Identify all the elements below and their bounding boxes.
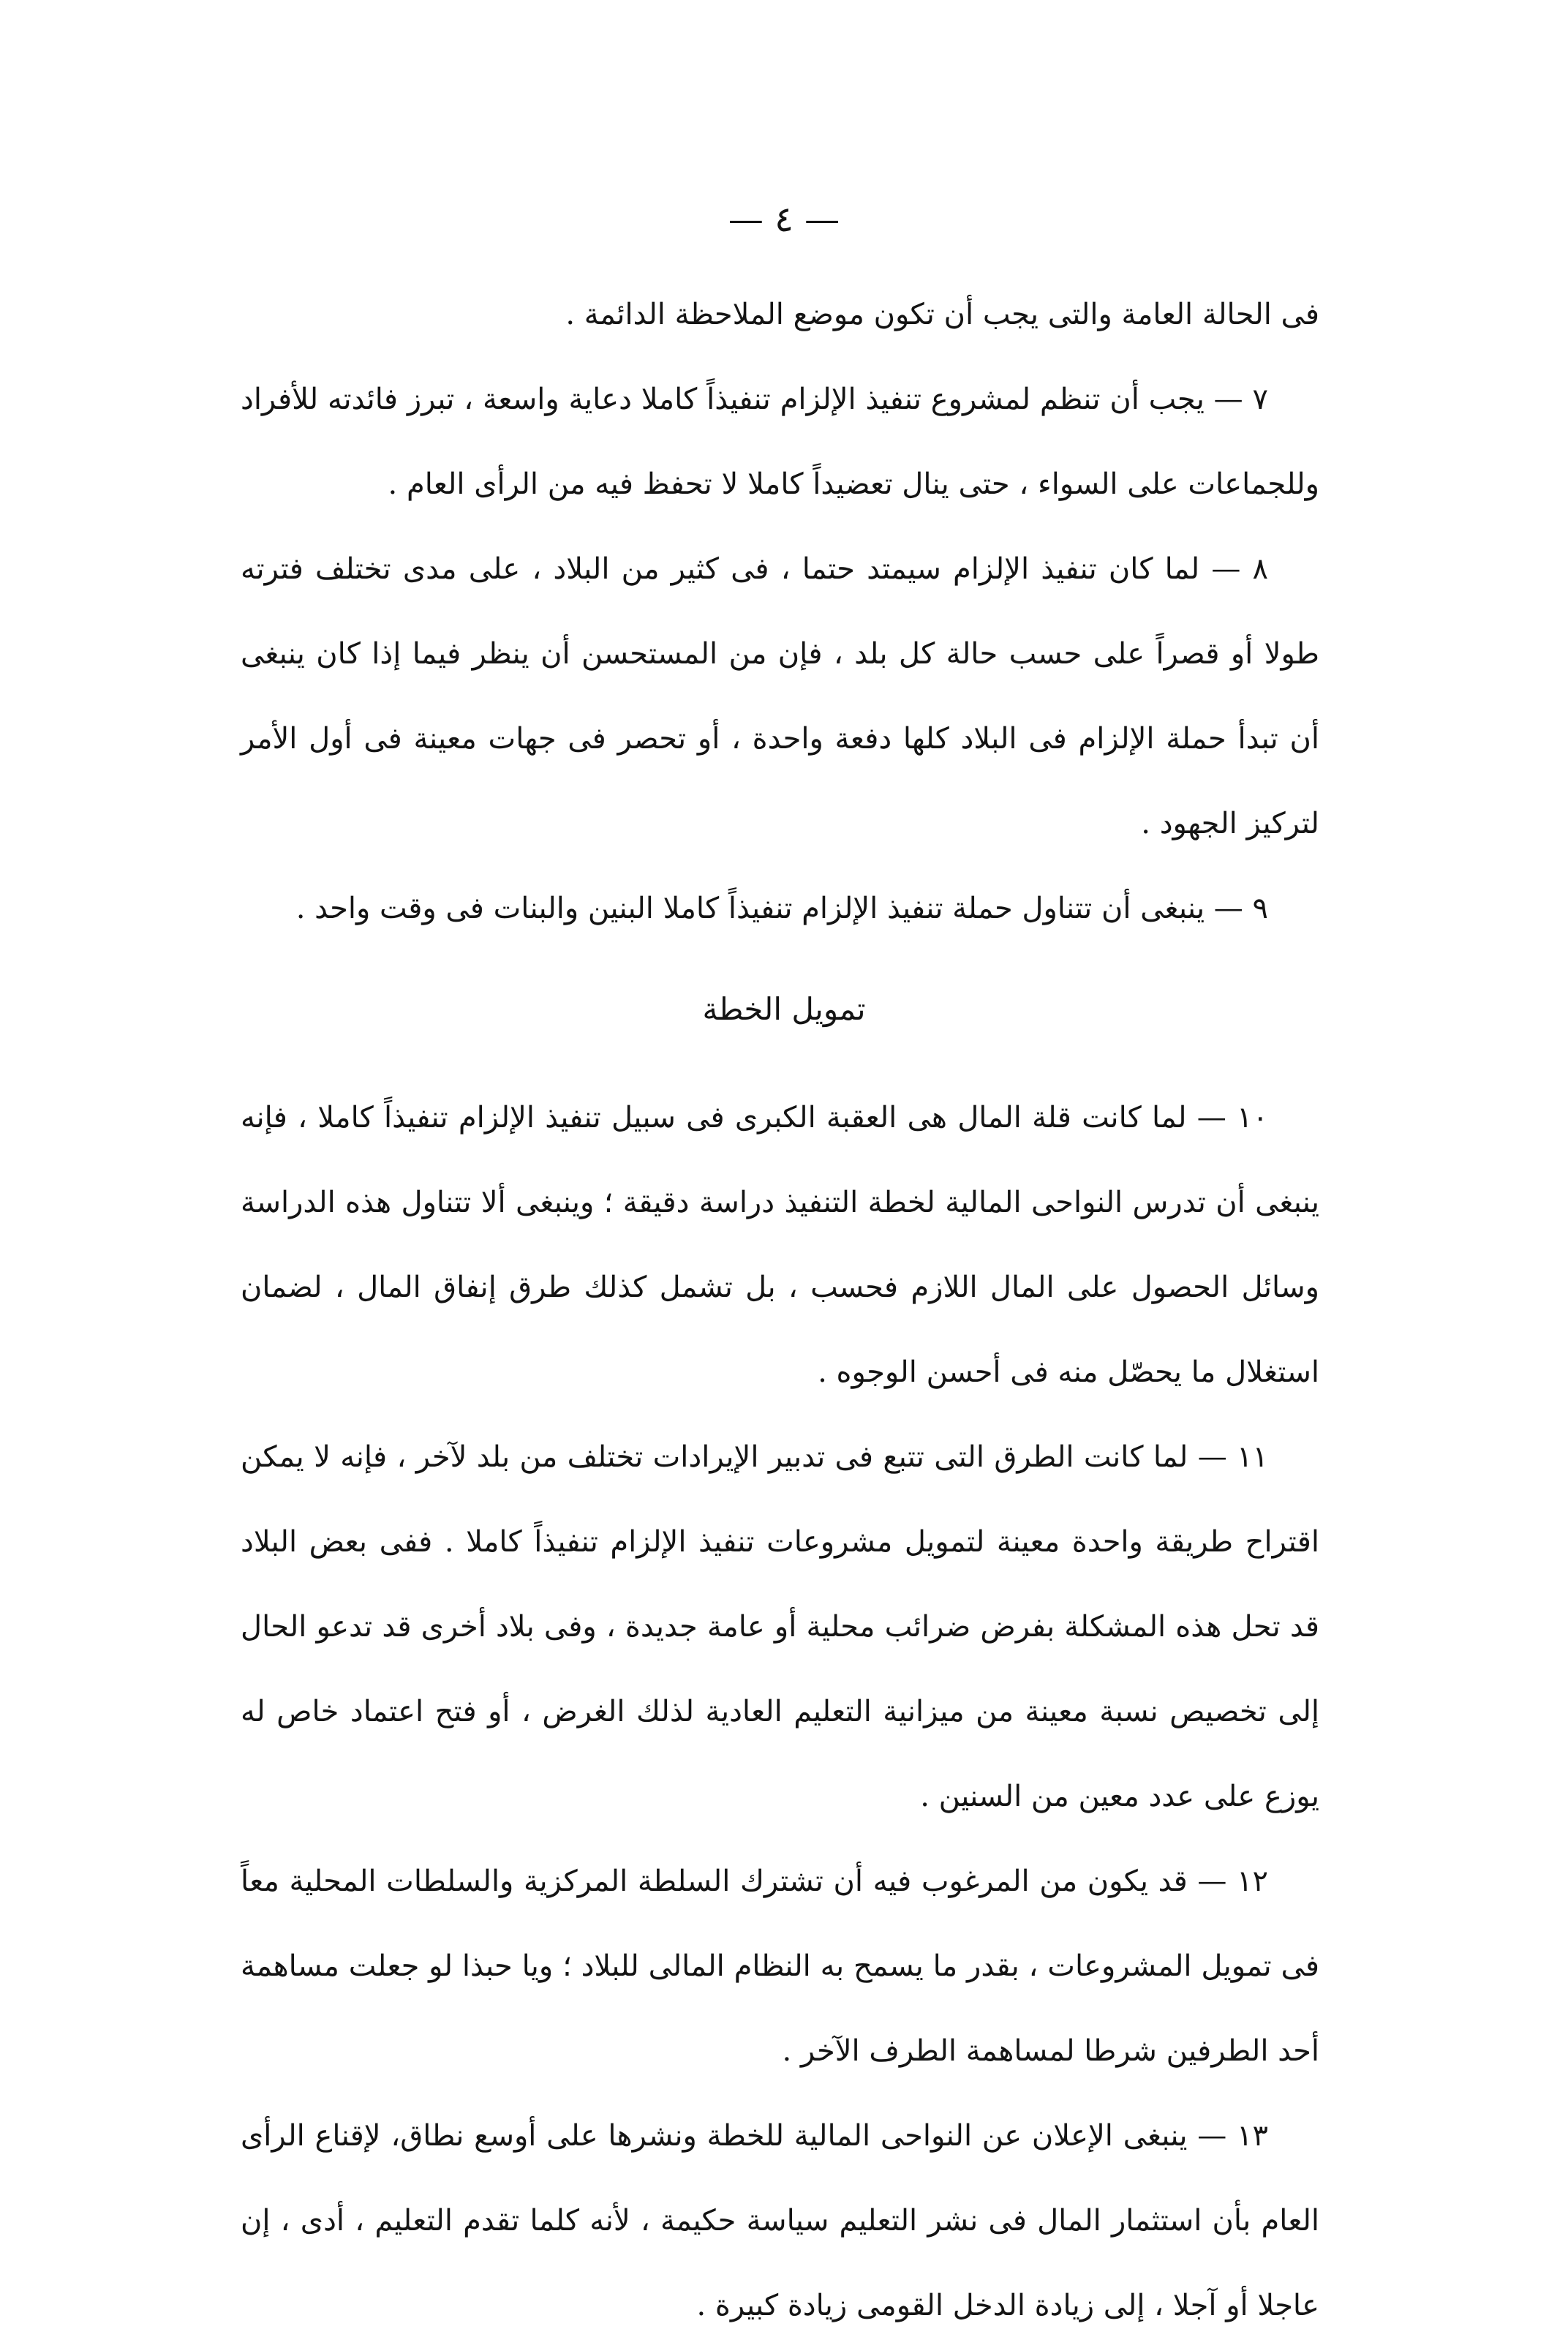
- text-block-bottom: [241, 1075, 1319, 2348]
- paragraph: فى الحالة العامة والتى يجب أن تكون موضع الملاحظة الدائمة .: [565, 298, 1319, 331]
- paragraph-item-13: ١٣ — ينبغى الإعلان عن النواحى المالية للخطة ونشرها على أوسع نطاق، لإقناع الرأى العام بأن استثمار المال فى نشر التعليم سياسة حكيمة ، لأنه كلما تقدم التعليم ، أدى ، إن عاجلا أو آجلا ، إلى زيادة الدخل القومى زيادة كبيرة .: [241, 2119, 1319, 2322]
- paragraph-item-8: ٨ — لما كان تنفيذ الإلزام سيمتد حتما ، فى كثير من البلاد ، على مدى تختلف فترته طولا أو قصراً على حسب حالة كل بلد ، فإن من المستحسن أن ينظر فيما إذا كان ينبغى أن تبدأ حملة الإلزام فى البلاد كلها دفعة واحدة ، أو تحصر فى جهات معينة فى أول الأمر لتركيز الجهود .: [241, 552, 1319, 840]
- paragraph-item-11: ١١ — لما كانت الطرق التى تتبع فى تدبير الإيرادات تختلف من بلد لآخر ، فإنه لا يمكن اقتراح طريقة واحدة معينة لتمويل مشروعات تنفيذ الإلزام تنفيذاً كاملا . ففى بعض البلاد قد تحل هذه المشكلة بفرض ضرائب محلية أو عامة جديدة ، وفى بلاد أخرى قد تدعو الحال إلى تخصيص نسبة معينة من ميزانية التعليم العادية لذلك الغرض ، أو فتح اعتماد خاص له يوزع على عدد معين من السنين .: [241, 1440, 1319, 1813]
- paragraph-item-7: ٧ — يجب أن تنظم لمشروع تنفيذ الإلزام تنفيذاً كاملا دعاية واسعة ، تبرز فائدته للأفراد وللجماعات على السواء ، حتى ينال تعضيداً كاملا لا تحفظ فيه من الرأى العام .: [241, 383, 1319, 501]
- text-block-top: [241, 272, 1319, 951]
- section-heading: تمويل الخطة: [702, 991, 866, 1027]
- paragraph-item-10: ١٠ — لما كانت قلة المال هى العقبة الكبرى فى سبيل تنفيذ الإلزام تنفيذاً كاملا ، فإنه ينبغى أن تدرس النواحى المالية لخطة التنفيذ دراسة دقيقة ؛ وينبغى ألا تتناول هذه الدراسة وسائل الحصول على المال اللازم فحسب ، بل تشمل كذلك طرق إنفاق المال ، لضمان استغلال ما يحصّل منه فى أحسن الوجوه .: [241, 1101, 1319, 1389]
- paragraph-item-12: ١٢ — قد يكون من المرغوب فيه أن تشترك السلطة المركزية والسلطات المحلية معاً فى تمويل المشروعات ، بقدر ما يسمح به النظام المالى للبلاد ؛ ويا حبذا لو جعلت مساهمة أحد الطرفين شرطا لمساهمة الطرف الآخر .: [241, 1865, 1319, 2068]
- paragraph-item-9: ٩ — ينبغى أن تتناول حملة تنفيذ الإلزام تنفيذاً كاملا البنين والبنات فى وقت واحد .: [295, 892, 1268, 925]
- page-number: — ٤ —: [728, 199, 840, 240]
